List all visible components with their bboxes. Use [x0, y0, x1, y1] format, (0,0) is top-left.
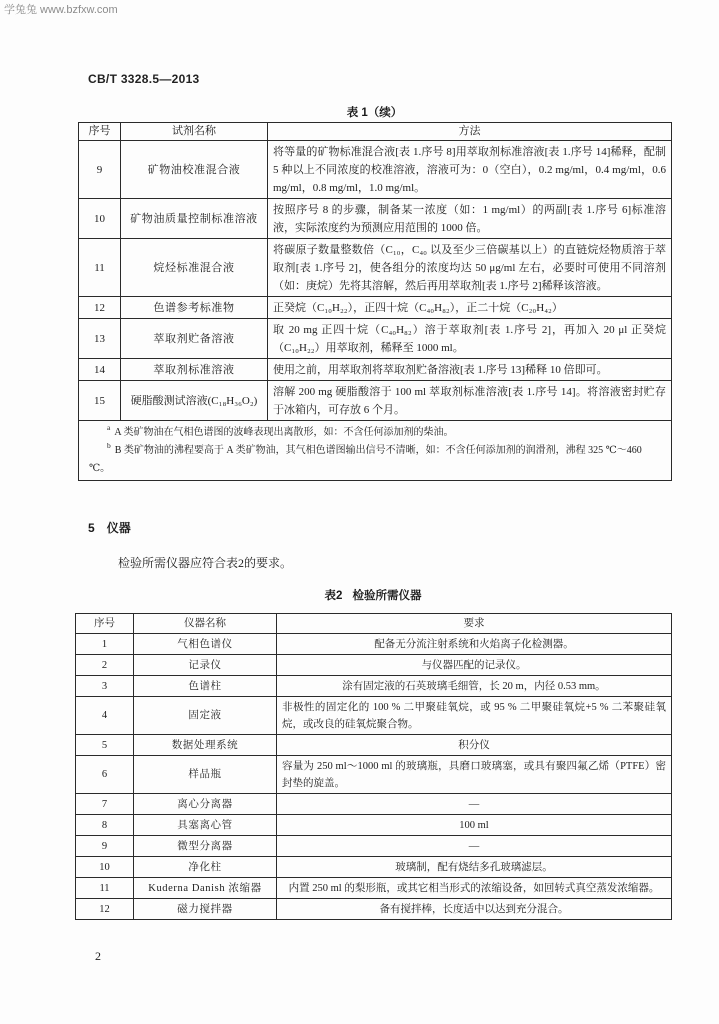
row-number: 6: [76, 756, 134, 794]
table-row: [76, 735, 672, 756]
footnote-b: [89, 442, 663, 478]
table2-caption-title: 检验所需仪器: [352, 590, 422, 602]
requirement-text: 容量为 250 ml～1000 ml 的玻璃瓶，具磨口玻璃塞，或具有聚四氟乙烯（PTFE）密封垫的旋盖。: [277, 756, 672, 794]
column-header-instrument-name: 仪器名称: [134, 614, 277, 634]
method-text: 正癸烷（C₁₀H₂₂），正四十烷（C₄₀H₈₂），正二十烷（C₂₀H₄₂）: [268, 297, 672, 319]
table-row: [76, 676, 672, 697]
reagent-table: [78, 122, 672, 481]
column-header-no: 序号: [76, 614, 134, 634]
table-footnotes: [79, 421, 672, 481]
column-header-method: 方法: [268, 123, 672, 141]
table-footnotes-row: [79, 421, 672, 481]
requirement-text: —: [277, 794, 672, 815]
page-number: 2: [95, 949, 101, 963]
table-row: [76, 756, 672, 794]
instrument-table-head: [76, 614, 672, 634]
row-number: 5: [76, 735, 134, 756]
standard-code-header: CB/T 3328.5—2013: [88, 72, 200, 86]
reagent-table-body: [79, 141, 672, 481]
watermark: 学兔兔 www.bzfxw.com: [4, 4, 118, 16]
instrument-name: 气相色谱仪: [134, 634, 277, 655]
row-number: 8: [76, 815, 134, 836]
footnote-a: [89, 424, 663, 442]
instrument-name: Kuderna Danish 浓缩器: [134, 878, 277, 899]
row-number: 15: [79, 381, 121, 421]
table-row: [76, 655, 672, 676]
row-number: 9: [76, 836, 134, 857]
reagent-name: 萃取剂贮备溶液: [121, 319, 268, 359]
table-row: [76, 878, 672, 899]
table-row: [79, 141, 672, 199]
table2-caption: [75, 588, 671, 604]
table-row: [79, 381, 672, 421]
requirement-text: 配备无分流注射系统和火焰离子化检测器。: [277, 634, 672, 655]
method-text: 将等量的矿物标准混合液[表 1.序号 8]用萃取剂标准溶液[表 1.序号 14]稀释，配制 5 种以上不同浓度的校准溶液，溶液可为：0（空白），0.2 mg/ml，0.4 mg/ml，0.6 mg/ml，0.8 mg/ml，1.0 mg/ml。: [268, 141, 672, 199]
row-number: 12: [79, 297, 121, 319]
requirement-text: 备有搅拌棒，长度适中以达到充分混合。: [277, 899, 672, 920]
footnote-marker: b: [107, 440, 111, 450]
method-text: 溶解 200 mg 硬脂酸溶于 100 ml 萃取剂标准溶液[表 1.序号 14]。将溶液密封贮存于冰箱内，可存放 6 个月。: [268, 381, 672, 421]
instrument-table: [75, 613, 672, 920]
requirement-text: 100 ml: [277, 815, 672, 836]
instrument-name: 样品瓶: [134, 756, 277, 794]
instrument-table-body: [76, 634, 672, 920]
instrument-name: 记录仪: [134, 655, 277, 676]
row-number: 11: [79, 239, 121, 297]
method-text: 将碳原子数量整数倍（C₁₀，C₄₀ 以及至少三倍碳基以上）的直链烷烃物质溶于萃取剂[表 1.序号 2]，使各组分的浓度均达 50 μg/ml 左右，必要时可使用不同溶剂（如：庚烷）先将其溶解，然后再用萃取剂[表 1.序号 2]稀释该溶液。: [268, 239, 672, 297]
table2-header-row: [76, 614, 672, 634]
requirement-text: 非极性的固定化的 100 % 二甲聚硅氧烷，或 95 % 二甲聚硅氧烷+5 % 二苯聚硅氧烷，或改良的硅氧烷聚合物。: [277, 697, 672, 735]
section-heading: [88, 520, 719, 536]
table1-caption: 表 1（续）: [346, 107, 403, 119]
row-number: 7: [76, 794, 134, 815]
row-number: 11: [76, 878, 134, 899]
column-header-no: 序号: [79, 123, 121, 141]
reagent-name: 烷烃标准混合液: [121, 239, 268, 297]
reagent-name: 萃取剂标准溶液: [121, 359, 268, 381]
requirement-text: 玻璃制，配有烧结多孔玻璃滤层。: [277, 857, 672, 878]
requirement-text: 积分仪: [277, 735, 672, 756]
instrument-name: 数据处理系统: [134, 735, 277, 756]
method-text: 按照序号 8 的步骤，制备某一浓度（如：1 mg/ml）的两副[表 1.序号 6]标准溶液，实际浓度约为预测应用范围的 1000 倍。: [268, 199, 672, 239]
table-row: [76, 899, 672, 920]
requirement-text: —: [277, 836, 672, 857]
row-number: 3: [76, 676, 134, 697]
table-row: [79, 297, 672, 319]
table-row: [79, 239, 672, 297]
table-row: [76, 794, 672, 815]
footnote-marker: a: [107, 422, 111, 432]
row-number: 10: [79, 199, 121, 239]
method-text: 使用之前，用萃取剂将萃取剂贮备溶液[表 1.序号 13]稀释 10 倍即可。: [268, 359, 672, 381]
instrument-name: 离心分离器: [134, 794, 277, 815]
table-row: [79, 199, 672, 239]
requirement-text: 涂有固定液的石英玻璃毛细管，长 20 m，内径 0.53 mm。: [277, 676, 672, 697]
table-row: [79, 359, 672, 381]
row-number: 9: [79, 141, 121, 199]
footnote-text: B 类矿物油的沸程要高于 A 类矿物油，其气相色谱图输出信号不清晰，如：不含任何添加剂的润滑剂，沸程 325 ℃～460 ℃。: [89, 445, 642, 474]
reagent-name: 色谱参考标准物: [121, 297, 268, 319]
reagent-name: 矿物油质量控制标准溶液: [121, 199, 268, 239]
row-number: 2: [76, 655, 134, 676]
reagent-name: 矿物油校准混合液: [121, 141, 268, 199]
row-number: 4: [76, 697, 134, 735]
table-row: [76, 857, 672, 878]
method-text: 取 20 mg 正四十烷（C₄₀H₈₂）溶于萃取剂[表 1.序号 2]，再加入 20 μl 正癸烷（C₁₀H₂₂）用萃取剂，稀释至 1000 ml。: [268, 319, 672, 359]
column-header-requirement: 要求: [277, 614, 672, 634]
reagent-table-head: [79, 123, 672, 141]
table-row: [79, 319, 672, 359]
table-row: [76, 697, 672, 735]
table-row: [76, 815, 672, 836]
instrument-name: 微型分离器: [134, 836, 277, 857]
instrument-name: 具塞离心管: [134, 815, 277, 836]
table-row: [76, 836, 672, 857]
table1-header-row: [79, 123, 672, 141]
requirement-text: 与仪器匹配的记录仪。: [277, 655, 672, 676]
table2-caption-label: 表2: [324, 590, 343, 602]
section-title: 仪器: [106, 521, 131, 535]
row-number: 13: [79, 319, 121, 359]
section-body-text: 检验所需仪器应符合表2的要求。: [118, 556, 293, 570]
section-number: 5: [88, 521, 95, 535]
reagent-name: 硬脂酸测试溶液(C₁₈H₃₆O₂): [121, 381, 268, 421]
row-number: 10: [76, 857, 134, 878]
table-row: [76, 634, 672, 655]
row-number: 12: [76, 899, 134, 920]
instrument-name: 固定液: [134, 697, 277, 735]
row-number: 14: [79, 359, 121, 381]
column-header-reagent-name: 试剂名称: [121, 123, 268, 141]
requirement-text: 内置 250 ml 的梨形瓶，或其它相当形式的浓缩设备，如回转式真空蒸发浓缩器。: [277, 878, 672, 899]
instrument-name: 净化柱: [134, 857, 277, 878]
instrument-name: 磁力搅拌器: [134, 899, 277, 920]
row-number: 1: [76, 634, 134, 655]
footnote-text: A 类矿物油在气相色谱图的波峰表现出离散形，如：不含任何添加剂的柴油。: [114, 427, 454, 438]
instrument-name: 色谱柱: [134, 676, 277, 697]
